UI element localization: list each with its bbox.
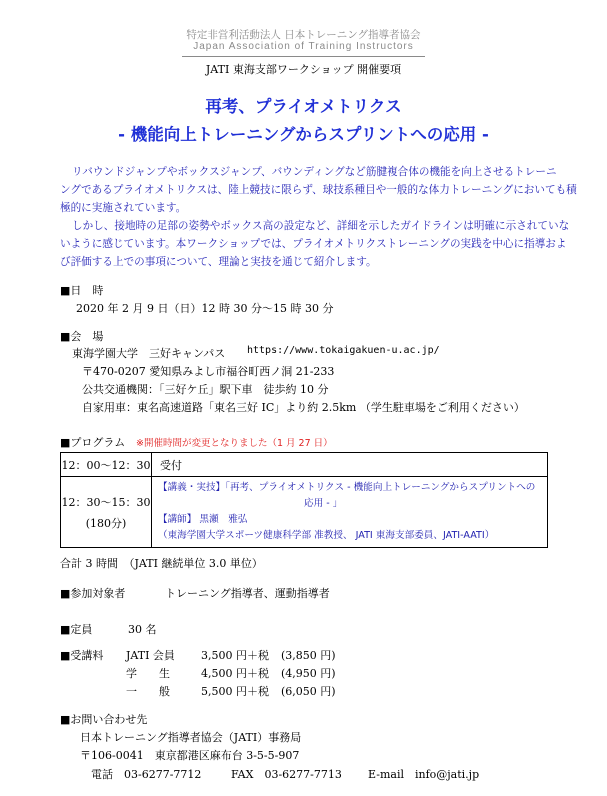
program-notice: ※開催時間が変更となりました（1 月 27 日） [136, 438, 333, 449]
venue-address: 〒470-0207 愛知県みよし市福谷町西ノ洞 21-233 [82, 365, 335, 378]
contact-heading: ■お問い合わせ先 [60, 713, 148, 726]
intro-line: しかし、接地時の足部の姿勢やボックス高の設定など、詳細を示したガイドラインは明確に示されていな [72, 220, 570, 232]
contact-email-link[interactable]: E-mail info@jati.jp [368, 768, 480, 781]
page-title: 再考、プライオメトリクス [205, 97, 402, 116]
program-content: 受付 [152, 453, 548, 477]
venue-name: 東海学園大学 三好キャンパス [72, 347, 226, 360]
header-divider [182, 56, 425, 57]
venue-transit: 公共交通機関：「三好ケ丘」駅下車 徒歩約 10 分 [82, 383, 329, 396]
fee-heading: ■受講料 [60, 649, 104, 662]
program-time: 12：00～12：30 [61, 453, 152, 477]
target-heading: ■参加対象者 [60, 587, 126, 600]
target-value: トレーニング指導者、運動指導者 [165, 587, 330, 600]
org-name: 特定非営利活動法人 日本トレーニング指導者協会 [186, 29, 421, 41]
program-lecturer-affiliation: （東海学園大学スポーツ健康科学部 准教授、 JATI 東海支部委員、JATI-AATI） [158, 530, 495, 541]
program-duration: (180分) [85, 516, 127, 530]
contact-org: 日本トレーニング指導者協会（JATI）事務局 [80, 731, 302, 744]
fee-category: 一 般 [126, 685, 170, 698]
venue-url-link[interactable]: https://www.tokaigakuen-u.ac.jp/ [247, 345, 440, 356]
capacity-value: 30 名 [128, 623, 157, 636]
fee-price: 3,500 円＋税 [201, 649, 269, 662]
contact-address: 〒106-0041 東京都港区麻布台 3-5-5-907 [80, 749, 300, 762]
fee-price: 4,500 円＋税 [201, 667, 269, 680]
document-subtitle: JATI 東海支部ワークショップ 開催要項 [205, 63, 402, 76]
fee-total: (6,050 円) [281, 685, 336, 698]
org-name-english: Japan Association of Training Instructors [193, 41, 414, 52]
program-lecture-title: 【講義・実技】「再考、プライオメトリクス - 機能向上トレーニングからスプリントへの [158, 482, 536, 493]
intro-line: リバウンドジャンプやボックスジャンプ、バウンディングなど筋腱複合体の機能を向上させるトレーニ [72, 166, 557, 178]
intro-line: いように感じています。本ワークショップでは、プライオメトリクストレーニングの実践を中心に指導およ [60, 238, 567, 250]
intro-line: び評価する上での事項について、理論と実技を通じて紹介します。 [60, 256, 377, 268]
fee-price: 5,500 円＋税 [201, 685, 269, 698]
fee-total: (4,950 円) [281, 667, 336, 680]
intro-line: 極的に実施されています。 [60, 202, 187, 214]
venue-car: 自家用車：東名高速道路「東名三好 IC」より約 2.5km （学生駐車場をご利用ください） [82, 401, 525, 414]
program-lecturer: 【講師】 黒瀬 雅弘 [158, 514, 248, 525]
page-title-sub: - 機能向上トレーニングからスプリントへの応用 - [118, 125, 489, 144]
table-row [61, 453, 548, 477]
capacity-heading: ■定員 [60, 623, 93, 636]
program-lecture-title-cont: 応用 - 」 [304, 498, 343, 509]
total-time: 合計 3 時間 （JATI 継続単位 3.0 単位） [60, 557, 263, 570]
date-value: 2020 年 2 月 9 日（日）12 時 30 分～15 時 30 分 [76, 302, 334, 315]
contact-phone: 電話 03-6277-7712 [91, 768, 202, 781]
date-heading: ■日 時 [60, 284, 104, 297]
table-row [61, 477, 548, 548]
venue-heading: ■会 場 [60, 330, 104, 343]
fee-total: (3,850 円) [281, 649, 336, 662]
program-time-cell [61, 477, 152, 548]
intro-line: ングであるプライオメトリクスは、陸上競技に限らず、球技系種目や一般的な体力トレーニングにおいても積 [60, 184, 577, 196]
program-heading: ■プログラム [60, 436, 126, 449]
program-table [60, 452, 548, 548]
fee-category: JATI 会員 [126, 649, 175, 662]
fee-category: 学 生 [126, 667, 170, 680]
contact-fax: FAX 03-6277-7713 [231, 768, 342, 781]
program-time: 12：30～15：30 [61, 495, 151, 509]
program-content-cell [152, 477, 548, 548]
